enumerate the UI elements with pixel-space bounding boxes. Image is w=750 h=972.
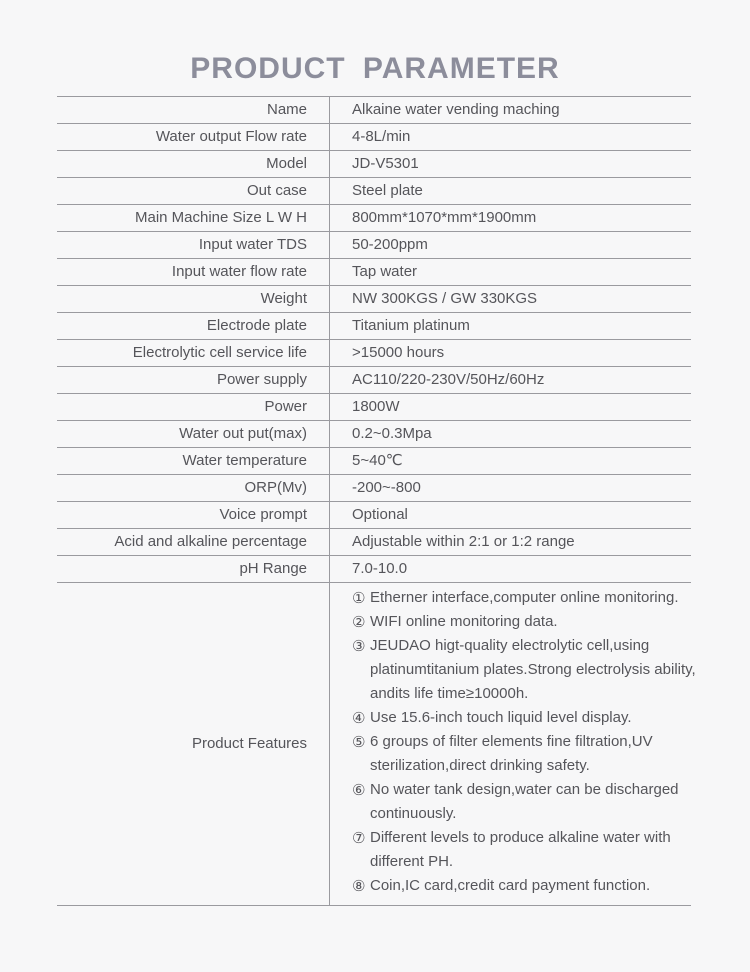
table-row [57,205,691,232]
feature-number: ① [352,589,366,607]
row-label: Power [57,394,330,420]
table-row [57,124,691,151]
table-row [57,313,691,340]
features-row [57,583,696,906]
row-value: 50-200ppm [352,236,428,253]
table-row [57,232,691,259]
parameter-table [57,96,696,906]
row-value: Adjustable within 2:1 or 1:2 range [352,533,575,550]
feature-number: ③ [352,637,366,655]
feature-item [352,586,722,610]
row-label: Water temperature [57,448,330,474]
row-value: Titanium platinum [352,317,470,334]
feature-number: ⑤ [352,733,366,751]
row-value: Steel plate [352,182,423,199]
row-value: NW 300KGS / GW 330KGS [352,290,538,307]
table-row [57,367,691,394]
row-label: pH Range [57,556,330,582]
row-value: 800mm*1070*mm*1900mm [352,209,537,226]
row-value: 7.0-10.0 [352,560,408,577]
row-label: Acid and alkaline percentage [57,529,330,555]
feature-number: ⑦ [352,829,366,847]
feature-text: Different levels to produce alkaline water with different PH. [370,829,671,870]
row-value: 5~40℃ [352,452,403,469]
table-row [57,556,691,583]
feature-text: No water tank design,water can be discharged continuously. [370,781,679,822]
table-row [57,502,691,529]
feature-text: JEUDAO higt-quality electrolytic cell,using platinumtitanium plates.Strong electrolysis ability, andits life time≥10000h. [370,637,696,702]
feature-text: Coin,IC card,credit card payment function. [370,877,651,894]
feature-text: WIFI online monitoring data. [370,613,558,630]
row-label: Power supply [57,367,330,393]
features-label [57,583,330,905]
row-value: Optional [352,506,408,523]
row-label: Main Machine Size L W H [57,205,330,231]
table-row [57,151,691,178]
row-label: Voice prompt [57,502,330,528]
table-row [57,97,691,124]
row-label: Input water flow rate [57,259,330,285]
feature-item [352,610,722,634]
row-value: JD-V5301 [352,155,419,172]
table-row [57,286,691,313]
feature-item [352,634,722,706]
table-row [57,448,691,475]
feature-text: Etherner interface,computer online monitoring. [370,589,679,606]
row-value: >15000 hours [352,344,445,361]
row-label: Name [57,97,330,123]
row-value: Alkaine water vending maching [352,101,560,118]
feature-item [352,730,722,778]
feature-number: ⑧ [352,877,366,895]
table-row [57,394,691,421]
row-label: ORP(Mv) [57,475,330,501]
row-label: Water output Flow rate [57,124,330,150]
feature-text: Use 15.6-inch touch liquid level display. [370,709,632,726]
row-value: AC110/220-230V/50Hz/60Hz [352,371,545,388]
table-row [57,475,691,502]
table-row [57,340,691,367]
page-title: PRODUCT PARAMETER [190,52,560,85]
row-value: 4-8L/min [352,128,411,145]
row-label: Electrode plate [57,313,330,339]
row-value: 0.2~0.3Mpa [352,425,432,442]
row-label: Model [57,151,330,177]
row-label: Out case [57,178,330,204]
feature-number: ④ [352,709,366,727]
feature-item [352,874,722,898]
table-row [57,178,691,205]
feature-number: ⑥ [352,781,366,799]
table-row [57,529,691,556]
table-row [57,421,691,448]
row-label: Electrolytic cell service life [57,340,330,366]
features-list [330,583,722,905]
feature-text: 6 groups of filter elements fine filtration,UV sterilization,direct drinking safety. [370,733,653,774]
table-row [57,259,691,286]
feature-item [352,778,722,826]
feature-item [352,826,722,874]
row-label: Water out put(max) [57,421,330,447]
features-label-text: Product Features [191,735,307,752]
row-value: 1800W [352,398,400,415]
feature-number: ② [352,613,366,631]
feature-item [352,706,722,730]
row-value: -200~-800 [352,479,421,496]
row-label: Input water TDS [57,232,330,258]
row-value: Tap water [352,263,418,280]
row-label: Weight [57,286,330,312]
